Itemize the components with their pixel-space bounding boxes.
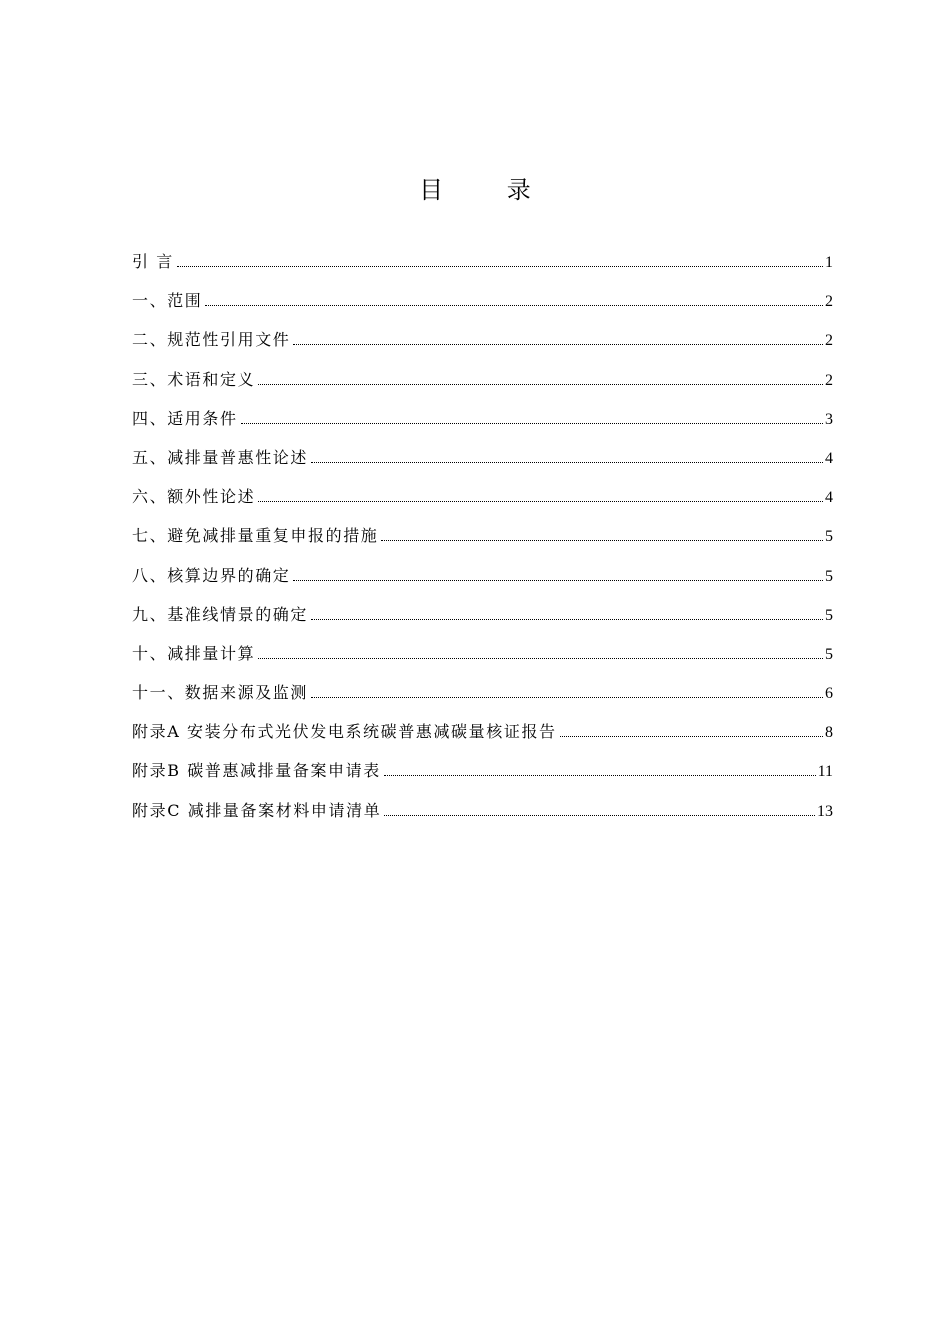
toc-entry-page-number: 5 bbox=[825, 645, 833, 663]
toc-entry-page-number: 5 bbox=[825, 528, 833, 546]
toc-entry-page-number: 4 bbox=[825, 449, 833, 467]
toc-entry-label: 四、适用条件 bbox=[132, 408, 238, 428]
toc-entry-label: 十一、数据来源及监测 bbox=[132, 683, 309, 703]
toc-entry-page-number: 2 bbox=[825, 332, 833, 350]
toc-entry-page-number: 3 bbox=[825, 410, 833, 428]
toc-entry-additionality[interactable] bbox=[132, 485, 833, 524]
toc-entry-page-number: 2 bbox=[825, 293, 833, 311]
toc-entry-applicability[interactable] bbox=[132, 407, 833, 446]
toc-entry-data-monitoring[interactable] bbox=[132, 681, 833, 720]
toc-entry-page-number: 2 bbox=[825, 371, 833, 389]
dot-leader bbox=[241, 423, 823, 424]
toc-entry-reduction-calculation[interactable] bbox=[132, 642, 833, 681]
toc-entry-baseline-scenario[interactable] bbox=[132, 603, 833, 642]
toc-entry-label: 十、减排量计算 bbox=[132, 643, 256, 663]
toc-entry-label: 引 言 bbox=[132, 252, 174, 271]
toc-entry-accounting-boundary[interactable] bbox=[132, 564, 833, 603]
toc-entry-appendix-a[interactable] bbox=[132, 720, 833, 759]
toc-entry-label: 一、范围 bbox=[132, 291, 203, 311]
toc-entry-label: 附录B 碳普惠减排量备案申请表 bbox=[132, 761, 381, 781]
toc-entry-label: 八、核算边界的确定 bbox=[132, 565, 291, 585]
dot-leader bbox=[384, 775, 816, 776]
toc-entry-page-number: 5 bbox=[825, 567, 833, 585]
toc-entry-appendix-b[interactable] bbox=[132, 759, 833, 798]
toc-entry-page-number: 13 bbox=[817, 802, 833, 820]
toc-entry-appendix-c[interactable] bbox=[132, 799, 833, 838]
dot-leader bbox=[381, 540, 823, 541]
dot-leader bbox=[258, 501, 823, 502]
toc-entry-page-number: 8 bbox=[825, 724, 833, 742]
toc-entry-label: 三、术语和定义 bbox=[132, 369, 256, 389]
toc-list bbox=[132, 250, 833, 838]
dot-leader bbox=[311, 619, 823, 620]
toc-entry-double-counting-measures[interactable] bbox=[132, 524, 833, 563]
dot-leader bbox=[293, 344, 823, 345]
toc-title: 目 录 bbox=[419, 176, 559, 204]
toc-entry-inclusiveness[interactable] bbox=[132, 446, 833, 485]
dot-leader bbox=[560, 736, 823, 737]
toc-entry-page-number: 4 bbox=[825, 489, 833, 507]
toc-entry-label: 附录C 减排量备案材料申请清单 bbox=[132, 800, 382, 820]
dot-leader bbox=[311, 462, 823, 463]
toc-entry-intro[interactable] bbox=[132, 250, 833, 289]
toc-entry-page-number: 6 bbox=[825, 685, 833, 703]
toc-entry-page-number: 1 bbox=[825, 254, 833, 271]
toc-entry-label: 六、额外性论述 bbox=[132, 487, 256, 507]
toc-entry-label: 二、规范性引用文件 bbox=[132, 330, 291, 350]
dot-leader bbox=[293, 580, 823, 581]
dot-leader bbox=[311, 697, 823, 698]
dot-leader bbox=[205, 305, 823, 306]
dot-leader bbox=[384, 815, 815, 816]
toc-entry-label: 附录A 安装分布式光伏发电系统碳普惠减碳量核证报告 bbox=[132, 722, 557, 742]
toc-entry-page-number: 5 bbox=[825, 606, 833, 624]
toc-entry-label: 七、避免减排量重复申报的措施 bbox=[132, 526, 379, 546]
dot-leader bbox=[258, 658, 823, 659]
toc-entry-scope[interactable] bbox=[132, 289, 833, 328]
toc-entry-label: 九、基准线情景的确定 bbox=[132, 604, 309, 624]
toc-entry-normative-references[interactable] bbox=[132, 328, 833, 367]
toc-entry-label: 五、减排量普惠性论述 bbox=[132, 447, 309, 467]
toc-entry-terms-definitions[interactable] bbox=[132, 368, 833, 407]
dot-leader bbox=[258, 384, 823, 385]
toc-entry-page-number: 11 bbox=[817, 763, 833, 781]
dot-leader bbox=[177, 266, 823, 267]
